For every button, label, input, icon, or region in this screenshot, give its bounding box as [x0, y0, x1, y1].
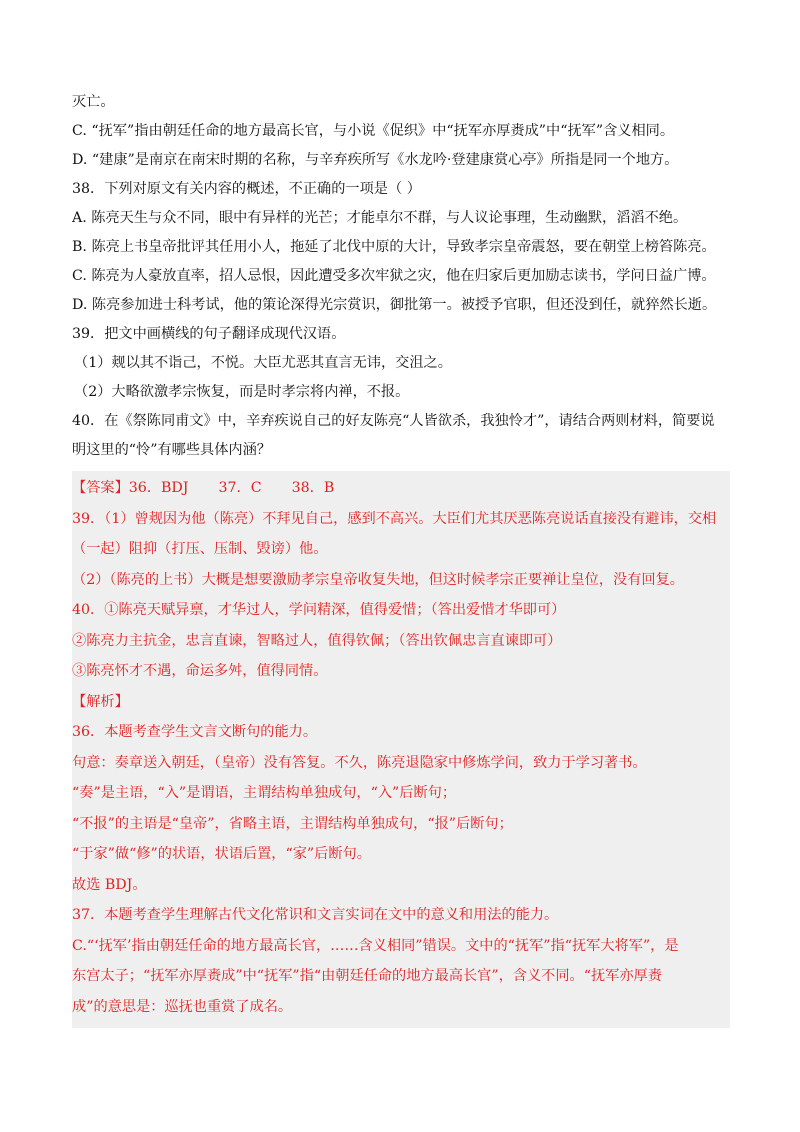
answer-39-line: （一起）阻抑（打压、压制、毁谤）他。 — [72, 541, 328, 557]
answer-40-line: 40．①陈亮天赋异禀，才华过人，学问精深，值得爱惜；（答出爱惜才华即可） — [72, 602, 566, 618]
answer-tag: 【答案】 — [72, 480, 129, 496]
answer-summary — [72, 473, 730, 504]
analysis-line: 东宫太子；“抚军亦厚赉成”中“抚军”指“由朝廷任命的地方最高长官”，含义不同。“抚军亦厚赉 — [72, 968, 662, 984]
sentence-1: （1）觌以其不诣己，不悦。大臣尤恶其直言无讳，交沮之。 — [74, 355, 452, 371]
answer-38: 38．B — [291, 480, 335, 496]
question-40: 40．在《祭陈同甫文》中，辛弃疾说自己的好友陈亮“人皆欲杀，我独怜才”，请结合两则材料，简要说 — [72, 413, 715, 429]
analysis-tag: 【解析】 — [72, 693, 129, 710]
option-c: C. “抚军”指由朝廷任命的地方最高长官，与小说《促织》中“抚军亦厚赉成”中“抚军”含义相同。 — [72, 123, 675, 139]
answer-36: 36．BDJ — [128, 480, 189, 496]
option-b: B. 陈亮上书皇帝批评其任用小人，拖延了北伐中原的大计，导致孝宗皇帝震怒，要在朝堂上榜笞陈亮。 — [72, 239, 716, 255]
question-38: 38．下列对原文有关内容的概述，不正确的一项是（ ） — [72, 181, 421, 197]
question-39: 39．把文中画横线的句子翻译成现代汉语。 — [72, 326, 346, 342]
analysis-line: 36．本题考查学生文言文断句的能力。 — [72, 724, 318, 740]
answer-37: 37．C — [218, 480, 262, 496]
option-d: D. 陈亮参加进士科考试，他的策论深得光宗赏识，御批第一。被授予官职，但还没到任，就猝然长逝。 — [72, 297, 717, 313]
answer-39-line: 39．（1）曾觌因为他（陈亮）不拜见自己，感到不高兴。大臣们尤其厌恶陈亮说话直接没有避讳，交相 — [72, 510, 717, 527]
analysis-line: C.“‘抚军’指由朝廷任命的地方最高长官，……含义相同”错误。文中的“抚军”指“抚军大将军”，是 — [72, 937, 679, 954]
question-40-cont: 明这里的“怜”有哪些具体内涵？ — [72, 442, 271, 458]
option-d: D. “建康”是南京在南宋时期的名称，与辛弃疾所写《水龙吟·登建康赏心亭》所指是同一个地方。 — [72, 152, 679, 168]
analysis-line: 故选 BDJ。 — [72, 876, 147, 893]
analysis-line: “奏”是主语，“入”是谓语，主谓结构单独成句，“入”后断句； — [72, 785, 457, 801]
option-a: A. 陈亮天生与众不同，眼中有异样的光芒；才能卓尔不群，与人议论事理，生动幽默，滔滔不绝。 — [72, 210, 688, 226]
sentence-2: （2）大略欲激孝宗恢复，而是时孝宗将内禅，不报。 — [74, 384, 410, 400]
text-line: 灭亡。 — [72, 94, 115, 110]
analysis-line: 37．本题考查学生理解古代文化常识和文言实词在文中的意义和用法的能力。 — [72, 907, 559, 923]
answer-40-line: ③陈亮怀才不遇，命运多舛，值得同情。 — [72, 663, 328, 679]
answer-40-line: ②陈亮力主抗金，忠言直谏，智略过人，值得钦佩；（答出钦佩忠言直谏即可） — [72, 632, 562, 649]
analysis-line: 成”的意思是：巡抚也重赏了成名。 — [72, 998, 293, 1015]
answer-section — [72, 471, 730, 1028]
analysis-line: “不报”的主语是“皇帝”，省略主语，主谓结构单独成句，“报”后断句； — [72, 815, 513, 832]
analysis-line: 句意：奏章送入朝廷，（皇帝）没有答复。不久，陈亮退隐家中修炼学问，致力于学习著书。 — [72, 754, 647, 771]
option-c: C. 陈亮为人豪放直率，招人忌恨，因此遭受多次牢狱之灾，他在归家后更加励志读书，学问日益广博。 — [72, 268, 716, 284]
analysis-line: “于家”做“修”的状语，状语后置，“家”后断句。 — [72, 846, 371, 862]
document-page — [72, 88, 730, 1028]
answer-39-line: （2）（陈亮的上书）大概是想要激励孝宗皇帝收复失地，但这时候孝宗正要禅让皇位，没有回复。 — [72, 571, 684, 588]
